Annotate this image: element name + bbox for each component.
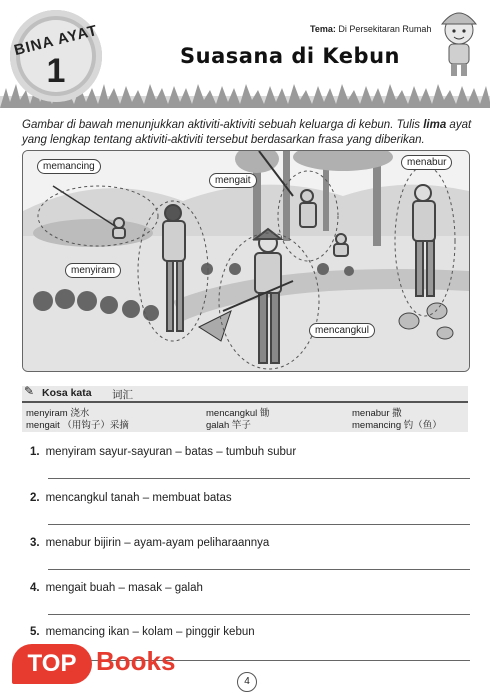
answer-line[interactable]	[48, 569, 470, 570]
question-5	[30, 626, 255, 638]
pencil-icon: ✎	[24, 384, 35, 398]
vocabulary-title-chinese: 词汇	[112, 389, 133, 401]
vocab-word: menabur 撒	[352, 408, 402, 419]
question-text: menyiram sayur-sayuran – batas – tumbuh subur	[45, 446, 297, 458]
label-menabur: menabur	[401, 155, 452, 170]
vocabulary-box	[22, 386, 468, 432]
vocab-word: galah 竿子	[206, 420, 251, 431]
answer-line[interactable]	[48, 524, 470, 525]
page-number: 4	[237, 672, 257, 692]
question-text: memancing ikan – kolam – pinggir kebun	[45, 626, 255, 638]
question-text: mencangkul tanah – membuat batas	[45, 492, 232, 504]
badge-title: BINA AYAT	[12, 21, 100, 60]
instructions-text-a: Gambar di bawah menunjukkan aktiviti-aktiviti sebuah keluarga di kebun. Tulis	[22, 119, 424, 131]
vocab-word: memancing 钓（鱼）	[352, 420, 442, 431]
child-mascot-icon	[432, 6, 486, 80]
instructions-text-b: ayat yang lengkap tentang aktiviti-aktiviti tersebut berdasarkan frasa yang diberikan.	[22, 119, 472, 146]
question-4	[30, 582, 203, 594]
question-text: menabur bijirin – ayam-ayam peliharaannya	[45, 537, 270, 549]
theme-label: Tema:	[310, 24, 336, 34]
question-1	[30, 446, 296, 458]
answer-line[interactable]	[48, 478, 470, 479]
label-menyiram: menyiram	[65, 263, 121, 278]
label-mencangkul: mencangkul	[309, 323, 375, 338]
question-text: mengait buah – masak – galah	[45, 582, 203, 594]
page-title: Suasana di Kebun	[180, 44, 400, 68]
label-memancing: memancing	[37, 159, 101, 174]
label-mengait: mengait	[209, 173, 257, 188]
question-number: 2.	[30, 492, 40, 504]
vocabulary-header	[22, 386, 468, 403]
instructions-bold: lima	[423, 119, 447, 131]
question-2	[30, 492, 232, 504]
theme-value: Di Persekitaran Rumah	[338, 24, 432, 34]
logo-books-text: Books	[96, 646, 176, 676]
vocab-word: menyiram 浇水	[26, 408, 90, 419]
answer-line[interactable]	[48, 614, 470, 615]
garden-illustration	[22, 150, 470, 372]
vocab-word: mencangkul 锄	[206, 408, 270, 419]
badge-number: 1	[46, 52, 66, 90]
instructions	[22, 118, 472, 148]
question-number: 3.	[30, 537, 40, 549]
logo-top-text: TOP	[12, 644, 92, 684]
vocab-word: mengait （用钩子）采摘	[26, 420, 129, 431]
topbooks-logo	[12, 640, 202, 698]
lesson-badge	[10, 10, 102, 102]
page-header	[0, 0, 490, 108]
theme-line	[310, 24, 431, 34]
question-number: 1.	[30, 446, 40, 458]
vocabulary-title: Kosa kata	[42, 387, 92, 399]
question-number: 5.	[30, 626, 40, 638]
question-3	[30, 537, 269, 549]
question-number: 4.	[30, 582, 40, 594]
